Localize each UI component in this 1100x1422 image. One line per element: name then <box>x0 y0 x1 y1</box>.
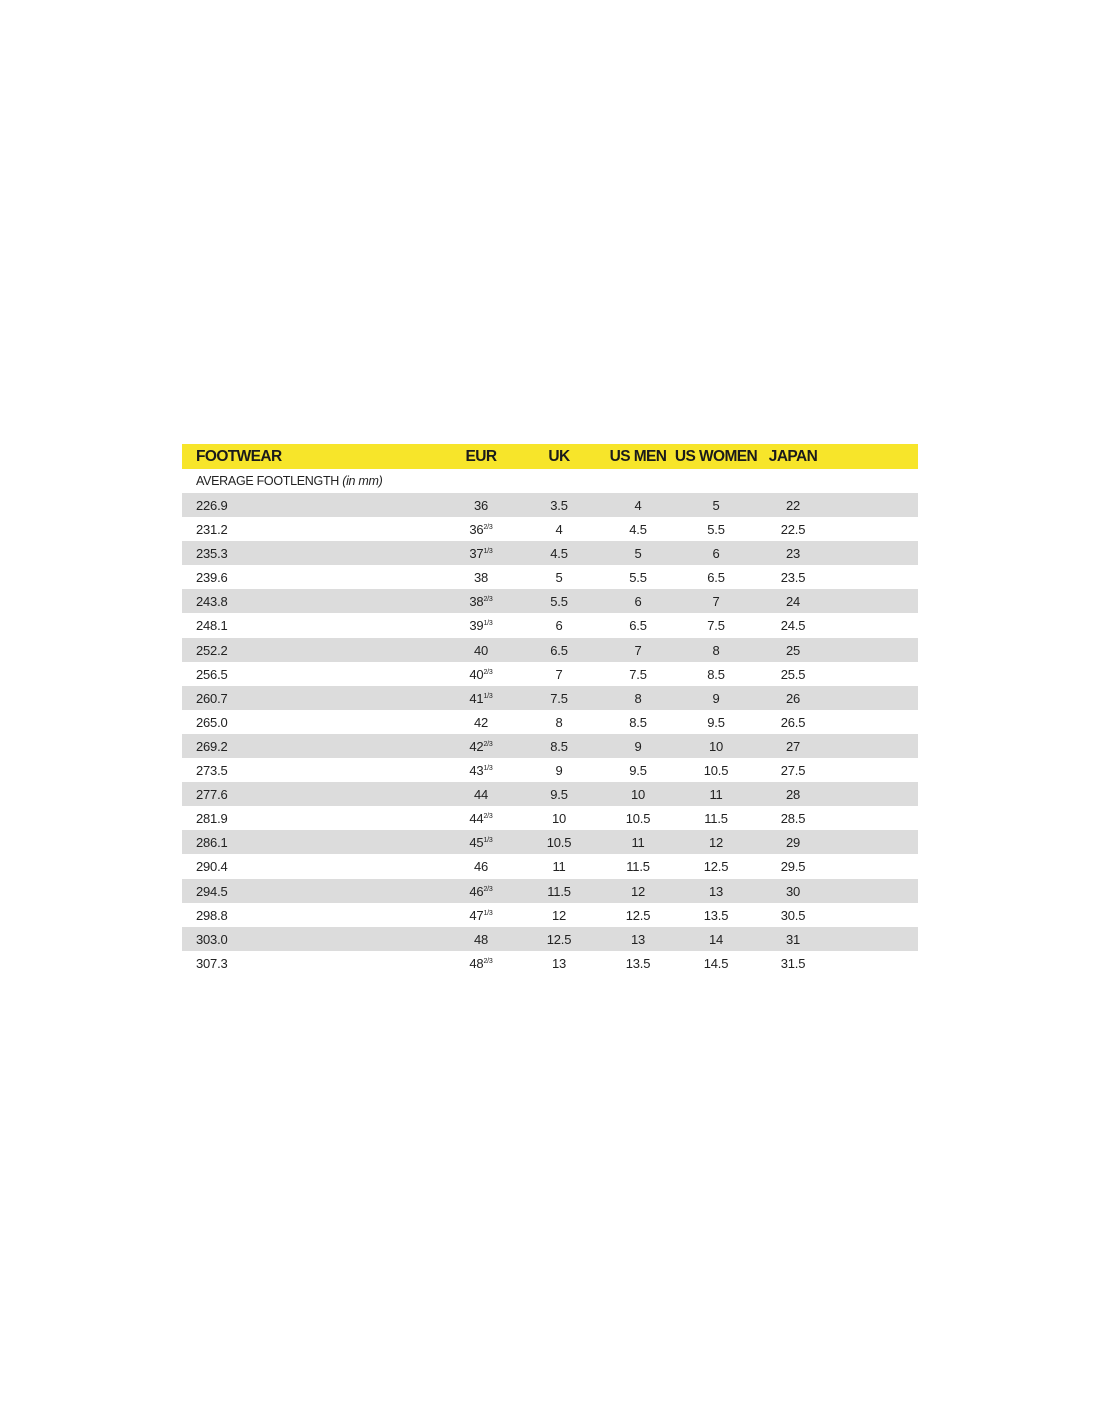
eur-fraction: 2/3 <box>483 813 493 821</box>
eur-value: 38 <box>469 594 484 610</box>
eur-value: 48 <box>469 955 484 971</box>
table-header-row <box>182 444 918 469</box>
footlength-cell: 243.8 <box>196 594 228 610</box>
eur-cell <box>469 879 492 903</box>
eur-value: 46 <box>469 883 484 899</box>
us-women-cell: 13 <box>708 883 724 899</box>
us-women-cell: 8.5 <box>707 666 725 682</box>
eur-value: 41 <box>469 690 484 706</box>
table-row <box>182 927 918 951</box>
eur-fraction: 1/3 <box>483 692 493 700</box>
japan-cell: 28.5 <box>780 811 806 827</box>
us-women-cell: 6 <box>712 546 720 562</box>
eur-value: 47 <box>469 907 484 923</box>
table-row <box>182 903 918 927</box>
eur-fraction: 2/3 <box>483 668 493 676</box>
us-women-cell: 6.5 <box>707 570 725 586</box>
footlength-cell: 235.3 <box>196 546 228 562</box>
table-row <box>182 493 918 517</box>
header-uk: UK <box>548 448 570 465</box>
us-men-cell: 12 <box>630 883 646 899</box>
header-footwear: FOOTWEAR <box>196 448 282 465</box>
table-row <box>182 686 918 710</box>
uk-cell: 6 <box>555 618 563 634</box>
uk-cell: 8 <box>555 714 563 730</box>
uk-cell: 3.5 <box>550 498 568 513</box>
table-row <box>182 951 918 975</box>
us-women-cell: 7.5 <box>707 618 725 634</box>
eur-fraction: 2/3 <box>483 596 493 604</box>
table-body <box>182 493 918 975</box>
unit-label: (in mm) <box>342 474 383 488</box>
eur-cell <box>469 613 492 637</box>
us-men-cell: 13.5 <box>625 955 651 971</box>
footlength-cell: 298.8 <box>196 907 228 923</box>
uk-cell: 12 <box>551 907 567 923</box>
eur-value: 42 <box>469 738 484 754</box>
eur-cell <box>469 662 492 686</box>
us-women-cell: 11 <box>709 787 723 803</box>
japan-cell: 30 <box>785 883 801 899</box>
eur-value: 37 <box>469 546 484 562</box>
eur-fraction: 1/3 <box>483 620 493 628</box>
japan-cell: 27.5 <box>780 763 806 779</box>
eur-value: 39 <box>469 618 484 634</box>
uk-cell: 9 <box>555 763 563 779</box>
us-women-cell: 10 <box>708 738 724 754</box>
average-footlength-label <box>196 469 382 493</box>
eur-value: 45 <box>469 835 484 851</box>
table-row <box>182 879 918 903</box>
uk-cell: 4.5 <box>550 546 568 562</box>
japan-cell: 26.5 <box>780 714 806 730</box>
us-men-cell: 7 <box>634 642 642 658</box>
eur-cell <box>474 565 488 589</box>
uk-cell: 7 <box>555 666 563 682</box>
footlength-cell: 290.4 <box>196 859 228 875</box>
us-men-cell: 10.5 <box>625 811 651 827</box>
table-row <box>182 517 918 541</box>
table-subheader-row <box>182 469 918 493</box>
footlength-cell: 273.5 <box>196 763 228 779</box>
eur-value: 48 <box>473 931 489 947</box>
japan-cell: 29 <box>785 835 801 851</box>
uk-cell: 10.5 <box>546 835 572 851</box>
eur-cell <box>469 758 492 782</box>
footlength-cell: 231.2 <box>196 522 228 538</box>
us-women-cell: 5.5 <box>707 522 725 538</box>
footlength-cell: 248.1 <box>196 618 228 634</box>
header-japan: JAPAN <box>768 448 818 465</box>
table-row <box>182 854 918 878</box>
uk-cell: 8.5 <box>550 738 568 754</box>
footlength-cell: 260.7 <box>196 690 228 706</box>
uk-cell: 9.5 <box>550 787 568 803</box>
japan-cell: 30.5 <box>780 907 806 923</box>
footlength-cell: 303.0 <box>196 931 228 947</box>
japan-cell: 29.5 <box>780 859 806 875</box>
us-women-cell: 9 <box>712 690 720 706</box>
us-men-cell: 4.5 <box>629 522 647 538</box>
japan-cell: 24 <box>785 594 801 610</box>
footlength-cell: 226.9 <box>196 498 228 513</box>
size-conversion-table <box>182 444 918 975</box>
us-women-cell: 14.5 <box>703 955 729 971</box>
eur-fraction: 2/3 <box>483 740 493 748</box>
us-women-cell: 14 <box>708 931 724 947</box>
eur-value: 40 <box>469 666 484 682</box>
eur-fraction: 2/3 <box>483 957 493 965</box>
eur-fraction: 2/3 <box>483 524 493 532</box>
footlength-cell: 265.0 <box>196 714 228 730</box>
table-row <box>182 734 918 758</box>
us-men-cell: 13 <box>630 931 646 947</box>
eur-cell <box>469 903 492 927</box>
eur-value: 36 <box>469 522 484 538</box>
eur-cell <box>474 782 488 806</box>
footlength-cell: 294.5 <box>196 883 228 899</box>
eur-cell <box>474 638 488 662</box>
eur-value: 40 <box>473 642 489 658</box>
footlength-cell: 281.9 <box>196 811 228 827</box>
eur-fraction: 1/3 <box>483 909 493 917</box>
footlength-cell: 252.2 <box>196 642 228 658</box>
japan-cell: 31 <box>785 931 801 947</box>
us-women-cell: 12.5 <box>703 859 729 875</box>
table-row <box>182 638 918 662</box>
us-men-cell: 6.5 <box>629 618 647 634</box>
table-row <box>182 662 918 686</box>
footlength-cell: 286.1 <box>196 835 228 851</box>
japan-cell: 23.5 <box>780 570 806 586</box>
table-row <box>182 710 918 734</box>
us-men-cell: 9 <box>634 738 642 754</box>
japan-cell: 25.5 <box>780 666 806 682</box>
uk-cell: 4 <box>555 522 563 538</box>
footlength-cell: 307.3 <box>196 955 228 971</box>
japan-cell: 22 <box>785 498 801 513</box>
eur-value: 38 <box>473 570 489 586</box>
japan-cell: 27 <box>785 738 801 754</box>
uk-cell: 7.5 <box>550 690 568 706</box>
japan-cell: 24.5 <box>780 618 806 634</box>
japan-cell: 31.5 <box>780 955 806 971</box>
eur-value: 36 <box>473 498 489 513</box>
uk-cell: 12.5 <box>546 931 572 947</box>
us-women-cell: 10.5 <box>703 763 729 779</box>
uk-cell: 11 <box>552 859 566 875</box>
eur-fraction: 1/3 <box>483 548 493 556</box>
eur-cell <box>469 951 492 975</box>
us-men-cell: 7.5 <box>629 666 647 682</box>
table-row <box>182 589 918 613</box>
eur-cell <box>474 854 488 878</box>
eur-fraction: 1/3 <box>483 837 493 845</box>
eur-cell <box>469 541 492 565</box>
table-row <box>182 830 918 854</box>
eur-cell <box>474 927 488 951</box>
us-men-cell: 8.5 <box>629 714 647 730</box>
us-women-cell: 7 <box>712 594 720 610</box>
us-men-cell: 5 <box>634 546 642 562</box>
table-row <box>182 541 918 565</box>
footlength-cell: 239.6 <box>196 570 228 586</box>
eur-cell <box>469 830 492 854</box>
uk-cell: 11.5 <box>547 883 571 899</box>
eur-cell <box>474 710 488 734</box>
eur-value: 42 <box>473 714 489 730</box>
eur-value: 44 <box>473 787 489 803</box>
footlength-cell: 277.6 <box>196 787 228 803</box>
average-footlength-text: AVERAGE FOOTLENGTH <box>196 474 340 488</box>
japan-cell: 22.5 <box>780 522 806 538</box>
us-men-cell: 11 <box>631 835 645 851</box>
us-men-cell: 4 <box>634 498 642 513</box>
eur-cell <box>469 589 492 613</box>
eur-cell <box>474 493 488 517</box>
japan-cell: 28 <box>785 787 801 803</box>
uk-cell: 6.5 <box>550 642 568 658</box>
us-women-cell: 8 <box>712 642 720 658</box>
uk-cell: 10 <box>551 811 567 827</box>
eur-fraction: 2/3 <box>483 885 493 893</box>
footlength-cell: 269.2 <box>196 738 228 754</box>
us-men-cell: 12.5 <box>625 907 651 923</box>
header-eur: EUR <box>465 448 497 465</box>
table-row <box>182 613 918 637</box>
us-women-cell: 5 <box>712 498 720 513</box>
us-men-cell: 6 <box>634 594 642 610</box>
us-men-cell: 5.5 <box>629 570 647 586</box>
eur-cell <box>469 806 492 830</box>
uk-cell: 5.5 <box>550 594 568 610</box>
table-row <box>182 782 918 806</box>
eur-value: 43 <box>469 763 484 779</box>
header-us-men: US MEN <box>609 448 667 465</box>
japan-cell: 26 <box>785 690 801 706</box>
japan-cell: 23 <box>785 546 801 562</box>
us-men-cell: 8 <box>634 690 642 706</box>
japan-cell: 25 <box>785 642 801 658</box>
us-men-cell: 9.5 <box>629 763 647 779</box>
us-women-cell: 13.5 <box>703 907 729 923</box>
eur-cell <box>469 686 492 710</box>
header-us-women: US WOMEN <box>674 448 758 465</box>
eur-value: 46 <box>473 859 489 875</box>
us-women-cell: 12 <box>708 835 724 851</box>
table-row <box>182 565 918 589</box>
table-row <box>182 758 918 782</box>
eur-fraction: 1/3 <box>483 765 493 773</box>
footlength-cell: 256.5 <box>196 666 228 682</box>
us-women-cell: 11.5 <box>704 811 728 827</box>
table-row <box>182 806 918 830</box>
uk-cell: 13 <box>551 955 567 971</box>
eur-value: 44 <box>469 811 484 827</box>
eur-cell <box>469 517 492 541</box>
eur-cell <box>469 734 492 758</box>
us-women-cell: 9.5 <box>707 714 725 730</box>
uk-cell: 5 <box>555 570 563 586</box>
us-men-cell: 10 <box>630 787 646 803</box>
us-men-cell: 11.5 <box>626 859 650 875</box>
